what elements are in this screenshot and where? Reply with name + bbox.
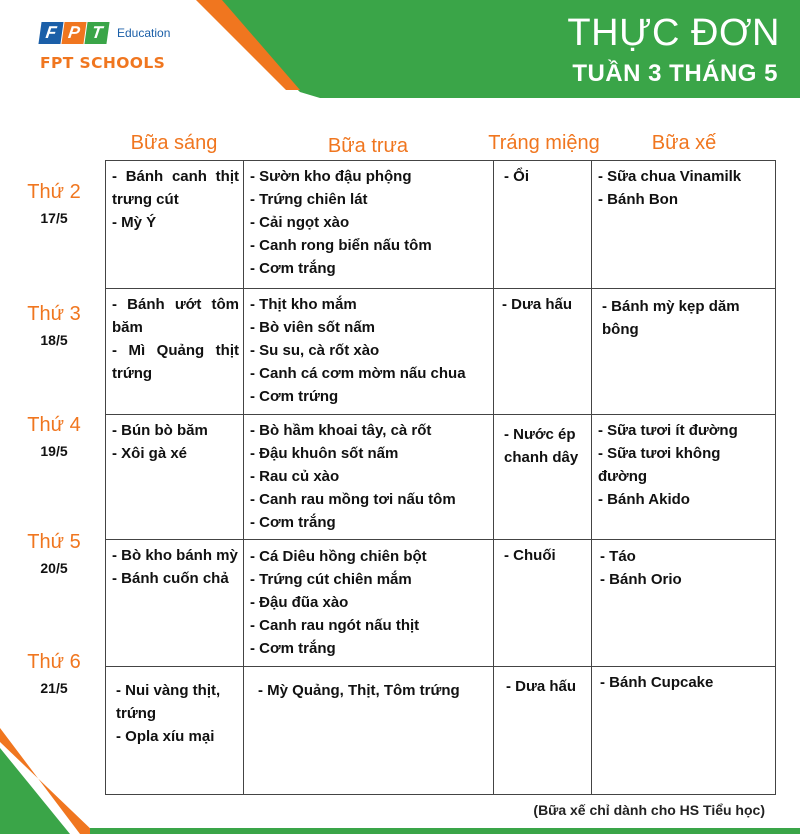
column-header-dessert: Tráng miệng xyxy=(488,132,600,154)
fpt-letter-p: P xyxy=(61,22,86,44)
menu-table xyxy=(105,160,776,795)
menu-item: - Mì Quảng thịt trứng xyxy=(112,342,239,382)
snack-cell xyxy=(592,540,776,667)
table-row xyxy=(106,415,776,540)
menu-item: - Canh rau mồng tơi nấu tôm xyxy=(250,491,456,508)
day-date: 21/5 xyxy=(40,680,68,696)
fpt-letter-t: T xyxy=(84,22,109,44)
snack-cell xyxy=(592,161,776,289)
menu-item: - Thịt kho mắm xyxy=(250,296,357,313)
menu-item: - Trứng chiên lát xyxy=(250,191,368,208)
snack-cell xyxy=(592,667,776,795)
breakfast-cell xyxy=(106,161,244,289)
menu-item: - Sữa chua Vinamilk xyxy=(598,168,742,185)
menu-item: - Bánh Orio xyxy=(600,571,682,588)
menu-item: - Cá Diêu hồng chiên bột xyxy=(250,548,427,565)
dessert-cell xyxy=(494,161,592,289)
menu-item: - Dưa hấu xyxy=(506,678,577,695)
dessert-cell xyxy=(494,667,592,795)
menu-item: - Bánh cuốn chả xyxy=(112,570,229,587)
menu-item: - Sữa tươi ít đường xyxy=(598,422,738,439)
menu-item: - Mỳ Ý xyxy=(112,214,157,231)
menu-item: - Bò hầm khoai tây, cà rốt xyxy=(250,422,432,439)
table-row xyxy=(106,161,776,289)
menu-item: - Dưa hấu xyxy=(502,296,573,313)
schools-label: FPT SCHOOLS xyxy=(40,54,166,72)
menu-item: - Mỳ Quảng, Thịt, Tôm trứng xyxy=(258,682,460,699)
menu-item: - Cơm trứng xyxy=(250,388,339,405)
menu-item: - Bánh canh thịt trưng cút xyxy=(112,168,239,208)
table-row xyxy=(106,540,776,667)
day-label xyxy=(14,651,94,696)
lunch-cell xyxy=(244,415,494,540)
day-label xyxy=(14,303,94,348)
menu-item: - Cơm trắng xyxy=(250,640,336,657)
lunch-cell xyxy=(244,161,494,289)
footer-green-line xyxy=(90,828,800,834)
page-subtitle: TUẦN 3 THÁNG 5 xyxy=(572,60,778,87)
lunch-cell xyxy=(244,667,494,795)
lunch-cell xyxy=(244,540,494,667)
day-label xyxy=(14,414,94,459)
menu-item: - Bò kho bánh mỳ xyxy=(112,547,238,564)
day-name: Thứ 5 xyxy=(27,531,81,553)
day-date: 19/5 xyxy=(40,443,68,459)
dessert-cell xyxy=(494,289,592,415)
menu-item: - Ổi xyxy=(504,168,529,185)
breakfast-cell xyxy=(106,415,244,540)
day-date: 18/5 xyxy=(40,332,68,348)
education-label: Education xyxy=(117,26,171,40)
menu-item: - Bánh ướt tôm băm xyxy=(112,296,239,336)
menu-item: - Su su, cà rốt xào xyxy=(250,342,380,359)
menu-item: - Canh rau ngót nấu thịt xyxy=(250,617,420,634)
fpt-schools-logo xyxy=(40,22,210,82)
breakfast-cell xyxy=(106,540,244,667)
menu-item: - Bánh Bon xyxy=(598,191,678,208)
menu-item: - Chuối xyxy=(504,547,556,564)
day-label xyxy=(14,181,94,226)
day-name: Thứ 2 xyxy=(27,181,81,203)
menu-item: - Bánh mỳ kẹp dăm bông xyxy=(602,298,740,338)
column-header-snack: Bữa xế xyxy=(651,132,717,154)
footnote: (Bữa xế chỉ dành cho HS Tiểu học) xyxy=(533,802,765,818)
lunch-cell xyxy=(244,289,494,415)
menu-item: - Xôi gà xé xyxy=(112,445,188,462)
menu-item: - Đậu khuôn sốt nấm xyxy=(250,445,399,462)
menu-item: - Cải ngọt xào xyxy=(250,214,350,231)
menu-item: - Bánh Cupcake xyxy=(600,674,714,691)
fpt-letter-f: F xyxy=(38,22,63,44)
day-name: Thứ 3 xyxy=(27,303,81,325)
menu-item: - Sườn kho đậu phộng xyxy=(250,168,412,185)
day-label xyxy=(14,531,94,576)
menu-item: - Canh cá cơm mờm nấu chua xyxy=(250,365,466,382)
menu-item: - Nui vàng thịt, trứng xyxy=(116,682,221,722)
menu-item: - Rau củ xào xyxy=(250,468,340,485)
menu-item: - Bánh Akido xyxy=(598,491,690,508)
menu-item: - Opla xíu mại xyxy=(116,728,215,745)
day-date: 20/5 xyxy=(40,560,68,576)
page-title: THỰC ĐƠN xyxy=(567,12,780,54)
menu-item: - Táo xyxy=(600,548,636,565)
fpt-letters xyxy=(40,22,109,44)
day-name: Thứ 4 xyxy=(27,414,81,436)
menu-item: - Cơm trắng xyxy=(250,260,336,277)
snack-cell xyxy=(592,289,776,415)
column-header-breakfast: Bữa sáng xyxy=(130,132,218,154)
table-row xyxy=(106,289,776,415)
breakfast-cell xyxy=(106,289,244,415)
menu-item: - Sữa tươi không đường xyxy=(598,445,721,485)
menu-item: - Bò viên sốt nấm xyxy=(250,319,376,336)
menu-item: - Nước ép chanh dây xyxy=(504,426,579,466)
day-name: Thứ 6 xyxy=(27,651,81,673)
dessert-cell xyxy=(494,415,592,540)
footer-green-corner xyxy=(0,748,70,834)
menu-item: - Trứng cút chiên mắm xyxy=(250,571,412,588)
menu-item: - Cơm trắng xyxy=(250,514,336,531)
day-date: 17/5 xyxy=(40,210,68,226)
menu-item: - Canh rong biển nấu tôm xyxy=(250,237,432,254)
menu-item: - Đậu đũa xào xyxy=(250,594,349,611)
breakfast-cell xyxy=(106,667,244,795)
snack-cell xyxy=(592,415,776,540)
column-header-lunch: Bữa trưa xyxy=(327,135,409,157)
table-row xyxy=(106,667,776,795)
dessert-cell xyxy=(494,540,592,667)
menu-item: - Bún bò băm xyxy=(112,422,208,439)
